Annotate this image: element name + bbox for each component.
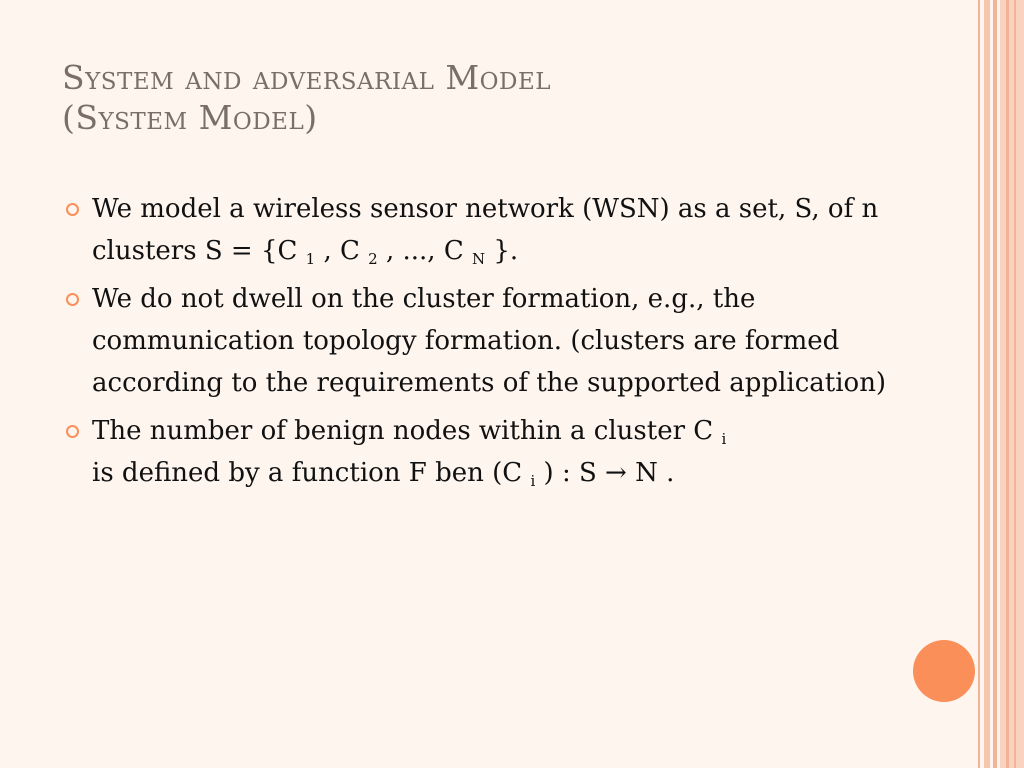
bullet-text: We do not dwell on the cluster formation, e.g., the communication topology formation. (clusters are formed according to the requirements of the supported application) [92, 284, 887, 398]
bullet-text: We model a wireless sensor network (WSN) as a set, S, of n clusters S = {C [92, 194, 879, 266]
subscript: i [530, 472, 536, 490]
bullet-item [62, 188, 892, 272]
subscript: i [721, 430, 727, 448]
border-stripe [993, 0, 997, 768]
bullet-item [62, 410, 892, 494]
slide-title-line1: System and adversarial Model [62, 58, 552, 97]
bullet-text: is defined by a function F ben (C [92, 458, 531, 488]
border-stripe [1006, 0, 1009, 768]
bullet-text: ) : S → N . [535, 458, 675, 488]
border-stripe [978, 0, 980, 768]
slide-title-line2: (System Model) [62, 98, 318, 137]
decorative-circle [913, 640, 975, 702]
border-stripe [1014, 0, 1016, 768]
bullet-text: , C [315, 236, 369, 266]
bullet-text: The number of benign nodes within a cluster C [92, 416, 722, 446]
slide-title [62, 58, 942, 138]
subscript: N [472, 250, 486, 268]
bullet-item [62, 278, 892, 404]
bullet-text: , ..., C [377, 236, 472, 266]
subscript: 1 [305, 250, 316, 268]
bullet-list [62, 188, 892, 500]
bullet-circle-icon [66, 425, 79, 438]
bullet-circle-icon [66, 203, 79, 216]
bullet-circle-icon [66, 293, 79, 306]
border-stripe [984, 0, 990, 768]
bullet-text: }. [485, 236, 519, 266]
subscript: 2 [368, 250, 378, 268]
border-stripe [1000, 0, 1024, 768]
